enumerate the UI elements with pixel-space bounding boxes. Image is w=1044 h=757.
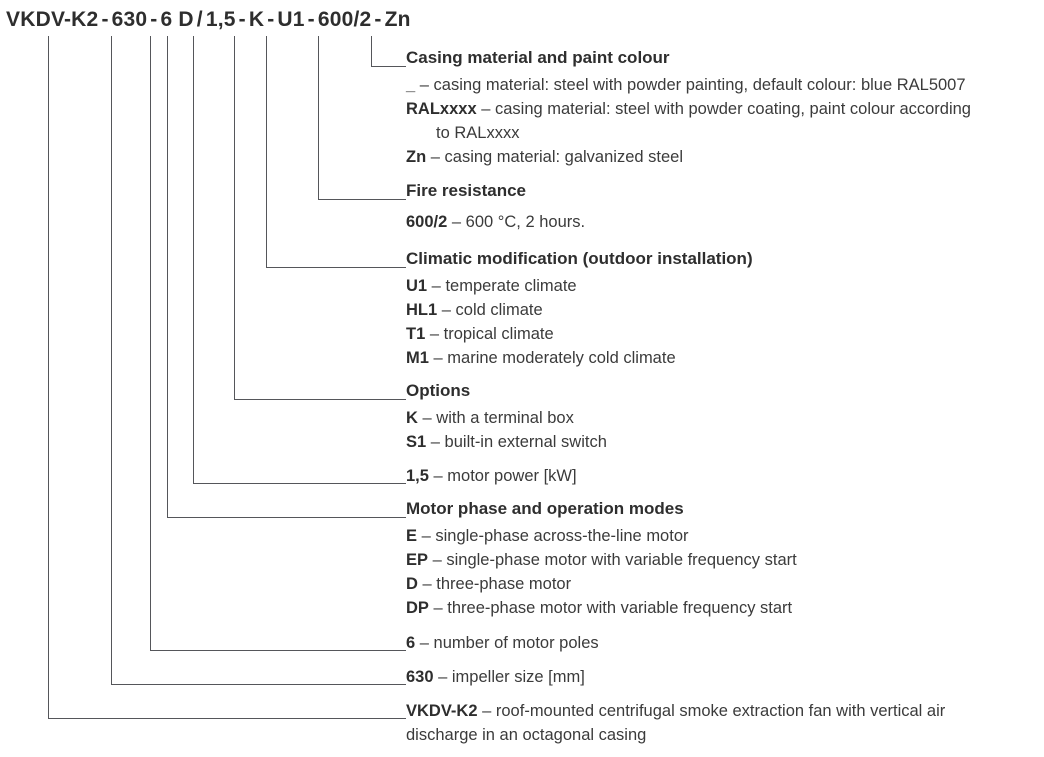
- group-item-casing-3: [406, 145, 1044, 169]
- group-fire-resistance: [406, 180, 585, 234]
- code-segment-power: 1,5: [205, 8, 236, 31]
- item-dash: –: [415, 634, 434, 652]
- group-item-impeller-0: [406, 665, 585, 689]
- leader-hline-phase: [167, 517, 406, 518]
- group-motor-poles: [406, 631, 599, 655]
- group-title-motor-phase: Motor phase and operation modes: [406, 499, 684, 518]
- group-item-poles-0: [406, 631, 599, 655]
- item-dash: –: [476, 100, 495, 118]
- leader-vline-poles: [150, 36, 151, 650]
- item-code: 600/2: [406, 213, 448, 231]
- item-text: discharge in an octagonal casing: [406, 726, 647, 744]
- item-dash: –: [428, 467, 448, 485]
- item-text: three-phase motor: [436, 575, 572, 593]
- item-code: E: [406, 527, 418, 545]
- item-text: with a terminal box: [436, 409, 574, 427]
- item-text: impeller size [mm]: [451, 668, 585, 686]
- leader-vline-impeller: [111, 36, 112, 684]
- item-code: DP: [406, 599, 429, 617]
- code-segment-model: VKDV-K2: [6, 8, 99, 31]
- item-code: 1,5: [406, 467, 429, 485]
- item-code: T1: [406, 325, 426, 343]
- item-code: HL1: [406, 301, 438, 319]
- item-text: number of motor poles: [433, 634, 599, 652]
- item-text: motor power [kW]: [447, 467, 577, 485]
- code-separator: -: [307, 8, 315, 31]
- group-item-model-0: [406, 699, 945, 723]
- item-text: marine moderately cold climate: [447, 349, 676, 367]
- group-item-phase-3: [406, 596, 797, 620]
- code-segment-options: K: [248, 8, 265, 31]
- group-item-phase-1: [406, 548, 797, 572]
- item-text: roof-mounted centrifugal smoke extraction fan with vertical air: [495, 702, 946, 720]
- item-dash: –: [417, 575, 437, 593]
- group-item-climatic-1: [406, 298, 753, 322]
- group-impeller-size: [406, 665, 585, 689]
- item-text: casing material: steel with powder coating, paint colour according: [494, 100, 971, 118]
- code-separator: -: [267, 8, 275, 31]
- item-dash: –: [427, 277, 446, 295]
- leader-vline-casing: [371, 36, 372, 66]
- item-text: temperate climate: [445, 277, 577, 295]
- item-code: Zn: [406, 148, 427, 166]
- item-code: U1: [406, 277, 428, 295]
- designation-code-line: [6, 8, 411, 32]
- item-text: casing material: steel with powder painting, default colour: blue RAL5007: [433, 76, 966, 94]
- code-separator: -: [374, 8, 382, 31]
- item-dash: –: [477, 702, 496, 720]
- item-dash: –: [417, 409, 437, 427]
- item-text: casing material: galvanized steel: [444, 148, 683, 166]
- item-code: VKDV-K2: [406, 702, 478, 720]
- group-title-casing: Casing material and paint colour: [406, 48, 670, 67]
- group-item-power-0: [406, 464, 577, 488]
- leader-vline-fire: [318, 36, 319, 199]
- item-dash: –: [428, 599, 448, 617]
- leader-hline-fire: [318, 199, 406, 200]
- group-item-climatic-2: [406, 322, 753, 346]
- item-code: 6: [406, 634, 416, 652]
- group-item-options-0: [406, 406, 607, 430]
- item-dash: –: [415, 76, 434, 94]
- group-title-climatic: Climatic modification (outdoor installation): [406, 249, 753, 268]
- item-dash: –: [437, 301, 456, 319]
- item-dash: –: [428, 349, 448, 367]
- item-code: D: [406, 575, 418, 593]
- item-dash: –: [447, 213, 466, 231]
- group-casing: [406, 47, 1044, 169]
- item-text: to RALxxxx: [436, 124, 520, 142]
- leader-hline-options: [234, 399, 406, 400]
- group-item-model-1: [406, 723, 945, 747]
- item-dash: –: [417, 527, 436, 545]
- leader-vline-model: [48, 36, 49, 718]
- group-options: [406, 380, 607, 454]
- item-dash: –: [426, 433, 445, 451]
- item-text: tropical climate: [443, 325, 554, 343]
- code-segment-poles-phase: 6 D: [160, 8, 194, 31]
- leader-vline-climatic: [266, 36, 267, 267]
- leader-vline-options: [234, 36, 235, 399]
- item-code: M1: [406, 349, 429, 367]
- leader-hline-poles: [150, 650, 406, 651]
- item-text: three-phase motor with variable frequency start: [447, 599, 793, 617]
- code-segment-climatic: U1: [277, 8, 305, 31]
- leader-vline-phase: [167, 36, 168, 517]
- leader-vline-power: [193, 36, 194, 483]
- group-item-climatic-0: [406, 274, 753, 298]
- code-segment-fire: 600/2: [317, 8, 372, 31]
- group-item-casing-0: [406, 73, 1044, 97]
- group-motor-phase: [406, 498, 797, 620]
- item-code: RALxxxx: [406, 100, 477, 118]
- item-text: cold climate: [455, 301, 543, 319]
- leader-hline-power: [193, 483, 406, 484]
- item-dash: –: [425, 325, 444, 343]
- code-separator: /: [196, 8, 203, 31]
- leader-hline-casing: [371, 66, 406, 67]
- item-code: EP: [406, 551, 429, 569]
- item-text: 600 °C, 2 hours.: [465, 213, 586, 231]
- group-motor-power: [406, 464, 577, 488]
- leader-hline-climatic: [266, 267, 406, 268]
- item-code: 630: [406, 668, 434, 686]
- code-segment-casing: Zn: [384, 8, 411, 31]
- group-item-climatic-3: [406, 346, 753, 370]
- code-separator: -: [101, 8, 109, 31]
- group-item-phase-2: [406, 572, 797, 596]
- code-separator: -: [150, 8, 158, 31]
- item-dash: –: [426, 148, 445, 166]
- item-dash: –: [428, 551, 447, 569]
- group-item-fire-0: [406, 210, 585, 234]
- item-code: _: [406, 76, 416, 94]
- item-code: S1: [406, 433, 427, 451]
- group-item-casing-2: [406, 121, 1044, 145]
- code-segment-impeller: 630: [111, 8, 148, 31]
- leader-hline-impeller: [111, 684, 406, 685]
- item-text: built-in external switch: [444, 433, 607, 451]
- group-item-options-1: [406, 430, 607, 454]
- item-text: single-phase motor with variable frequency start: [446, 551, 797, 569]
- item-text: single-phase across-the-line motor: [435, 527, 689, 545]
- group-item-phase-0: [406, 524, 797, 548]
- group-title-options: Options: [406, 381, 471, 400]
- leader-hline-model: [48, 718, 406, 719]
- group-climatic: [406, 248, 753, 370]
- item-code: K: [406, 409, 418, 427]
- group-title-fire-resistance: Fire resistance: [406, 181, 527, 200]
- group-model: [406, 699, 945, 747]
- group-item-casing-1: [406, 97, 1044, 121]
- item-dash: –: [433, 668, 452, 686]
- code-separator: -: [238, 8, 246, 31]
